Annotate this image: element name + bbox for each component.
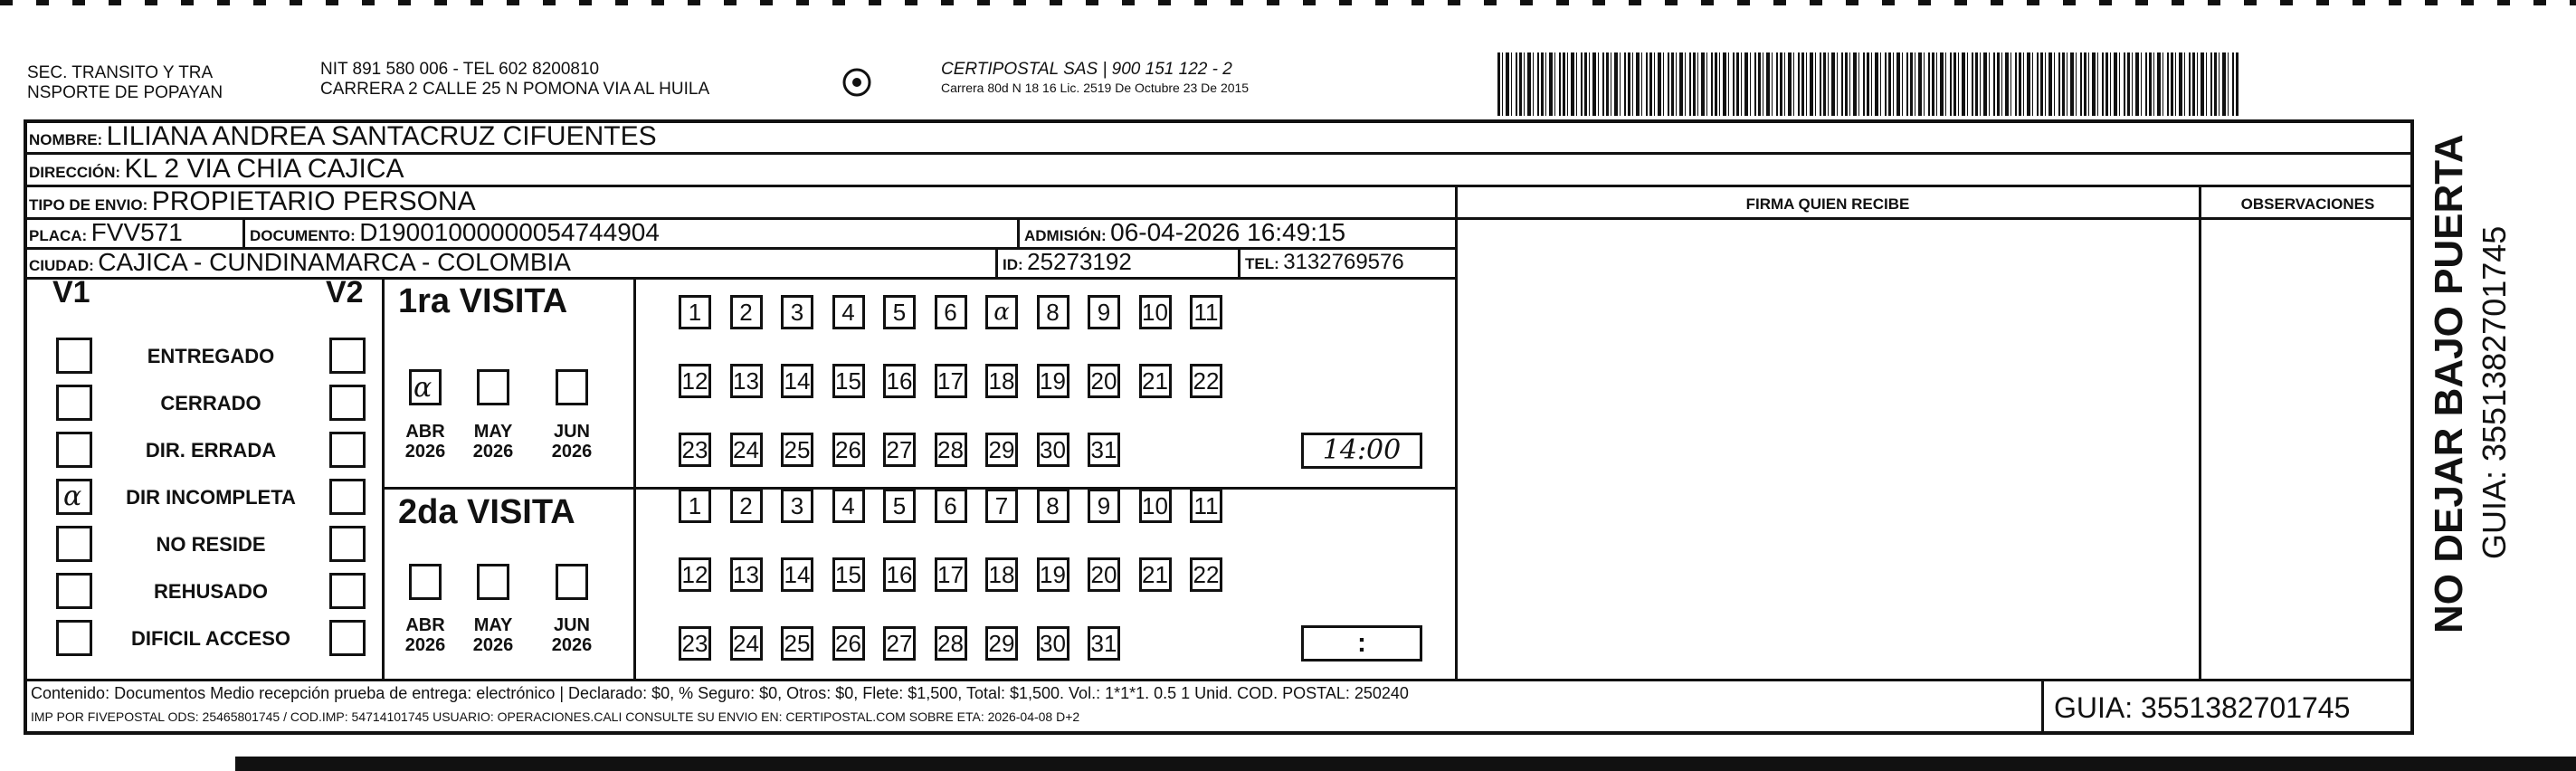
status-label: DIR. ERRADA bbox=[145, 439, 277, 462]
v1-checkbox[interactable] bbox=[56, 432, 92, 468]
tel-cell bbox=[1245, 250, 1404, 275]
visit1-time-box[interactable]: 14:00 bbox=[1301, 433, 1422, 469]
tel-label: TEL: bbox=[1245, 255, 1279, 272]
sender-line1: SEC. TRANSITO Y TRA bbox=[27, 63, 214, 82]
day-box[interactable]: 25 bbox=[781, 433, 813, 467]
month-checkbox[interactable] bbox=[477, 564, 509, 600]
day-box[interactable]: 5 bbox=[883, 489, 916, 523]
day-box[interactable]: 18 bbox=[985, 557, 1018, 592]
v2-checkbox[interactable] bbox=[329, 338, 366, 374]
day-box[interactable]: 20 bbox=[1088, 364, 1120, 398]
sender-line2: NSPORTE DE POPAYAN bbox=[27, 83, 223, 102]
visit-divider bbox=[382, 277, 385, 679]
day-box[interactable]: 23 bbox=[679, 626, 711, 661]
v1-checkbox[interactable] bbox=[56, 620, 92, 656]
row-divider bbox=[24, 277, 1458, 280]
documento-label: DOCUMENTO: bbox=[250, 227, 356, 244]
placa-value: FVV571 bbox=[90, 218, 183, 246]
nombre-value: LILIANA ANDREA SANTACRUZ CIFUENTES bbox=[106, 121, 657, 151]
id-label: ID: bbox=[1003, 256, 1023, 273]
day-box[interactable]: 31 bbox=[1088, 626, 1120, 661]
day-box[interactable]: 6 bbox=[935, 295, 967, 329]
check-mark: α bbox=[63, 481, 82, 512]
tipo-row bbox=[29, 186, 476, 217]
day-box[interactable]: 31 bbox=[1088, 433, 1120, 467]
day-box[interactable]: 15 bbox=[832, 364, 865, 398]
day-box[interactable]: 4 bbox=[832, 489, 865, 523]
month-name: JUN bbox=[553, 615, 590, 635]
month-checkbox[interactable] bbox=[556, 369, 588, 405]
day-box[interactable]: 28 bbox=[935, 433, 967, 467]
day-box[interactable]: 22 bbox=[1190, 364, 1222, 398]
visit2-time-box[interactable]: : bbox=[1301, 625, 1422, 662]
month-label bbox=[545, 615, 599, 655]
month-name: MAY bbox=[473, 615, 513, 635]
day-box[interactable]: 23 bbox=[679, 433, 711, 467]
ciudad-cell bbox=[29, 248, 571, 277]
day-box[interactable]: 8 bbox=[1037, 295, 1069, 329]
footer-divider bbox=[24, 679, 2414, 681]
day-box[interactable]: 10 bbox=[1139, 295, 1172, 329]
documento-cell bbox=[250, 218, 660, 247]
month-name: MAY bbox=[473, 422, 513, 442]
id-value: 25273192 bbox=[1027, 248, 1132, 275]
day-box[interactable]: 17 bbox=[935, 364, 967, 398]
day-box[interactable]: α bbox=[985, 295, 1018, 329]
day-box[interactable]: 10 bbox=[1139, 489, 1172, 523]
footer-line2: IMP POR FIVEPOSTAL ODS: 25465801745 / COD.IMP: 54714101745 USUARIO: OPERACIONES.CALI CONSULTE SU ENVIO EN: CERTIPOSTAL.COM SOBRE ETA: 2026-04-08 D+2 bbox=[31, 709, 1080, 724]
status-label: ENTREGADO bbox=[147, 345, 275, 367]
day-box[interactable]: 16 bbox=[883, 364, 916, 398]
month-label bbox=[398, 422, 452, 462]
cell-divider bbox=[242, 217, 245, 247]
month-checkbox[interactable] bbox=[477, 369, 509, 405]
tipo-label: TIPO DE ENVIO: bbox=[29, 196, 148, 214]
v2-checkbox[interactable] bbox=[329, 432, 366, 468]
status-label: NO RESIDE bbox=[156, 533, 266, 556]
month-checkbox[interactable] bbox=[556, 564, 588, 600]
day-box[interactable]: 25 bbox=[781, 626, 813, 661]
ciudad-value: CAJICA - CUNDINAMARCA - COLOMBIA bbox=[98, 248, 571, 276]
day-box[interactable]: 12 bbox=[679, 364, 711, 398]
column-divider bbox=[1455, 185, 1458, 679]
tipo-value: PROPIETARIO PERSONA bbox=[151, 186, 476, 216]
day-box[interactable]: 28 bbox=[935, 626, 967, 661]
day-box[interactable]: 6 bbox=[935, 489, 967, 523]
month-year: 2026 bbox=[551, 442, 593, 462]
v1-checkbox[interactable] bbox=[56, 338, 92, 374]
day-box[interactable]: 1 bbox=[679, 295, 711, 329]
month-checkbox[interactable] bbox=[409, 369, 442, 405]
month-year: 2026 bbox=[472, 635, 514, 655]
observaciones-header: OBSERVACIONES bbox=[2240, 195, 2375, 213]
placa-label: PLACA: bbox=[29, 227, 88, 244]
month-name: ABR bbox=[405, 615, 445, 635]
admision-label: ADMISIÓN: bbox=[1024, 227, 1107, 244]
month-year: 2026 bbox=[551, 635, 593, 655]
day-box[interactable]: 24 bbox=[730, 433, 763, 467]
carrier-line1: CERTIPOSTAL SAS | 900 151 122 - 2 bbox=[941, 60, 1232, 79]
admision-cell bbox=[1024, 218, 1345, 247]
day-box[interactable]: 4 bbox=[832, 295, 865, 329]
v2-checkbox[interactable] bbox=[329, 385, 366, 421]
side-warning: NO DEJAR BAJO PUERTA bbox=[2427, 134, 2471, 633]
nit-block bbox=[320, 60, 709, 100]
day-box[interactable]: 1 bbox=[679, 489, 711, 523]
tel-value: 3132769576 bbox=[1283, 250, 1404, 274]
day-box[interactable]: 19 bbox=[1037, 557, 1069, 592]
status-label: REHUSADO bbox=[154, 580, 268, 603]
firma-header: FIRMA QUIEN RECIBE bbox=[1745, 195, 1910, 213]
day-box[interactable]: 3 bbox=[781, 489, 813, 523]
cell-divider bbox=[995, 247, 998, 277]
v1-checkbox[interactable] bbox=[56, 479, 92, 515]
postal-logo-icon bbox=[841, 67, 872, 98]
status-label: DIR INCOMPLETA bbox=[126, 486, 296, 509]
day-box[interactable]: 16 bbox=[883, 557, 916, 592]
day-box[interactable]: 24 bbox=[730, 626, 763, 661]
status-label: CERRADO bbox=[160, 392, 261, 414]
month-year: 2026 bbox=[404, 442, 446, 462]
day-box[interactable]: 27 bbox=[883, 433, 916, 467]
day-box[interactable]: 29 bbox=[985, 433, 1018, 467]
v1-checkbox[interactable] bbox=[56, 573, 92, 609]
footer-guia: GUIA: 3551382701745 bbox=[2054, 691, 2351, 724]
day-box[interactable]: 2 bbox=[730, 489, 763, 523]
day-box[interactable]: 5 bbox=[883, 295, 916, 329]
month-label bbox=[545, 422, 599, 462]
column-header-line bbox=[1457, 217, 2414, 220]
bottom-strip bbox=[235, 757, 2576, 771]
day-box[interactable]: 15 bbox=[832, 557, 865, 592]
day-box[interactable]: 13 bbox=[730, 364, 763, 398]
day-box[interactable]: 12 bbox=[679, 557, 711, 592]
day-box[interactable]: 9 bbox=[1088, 295, 1120, 329]
v1-checkbox[interactable] bbox=[56, 385, 92, 421]
address-line: CARRERA 2 CALLE 25 N POMONA VIA AL HUILA bbox=[320, 80, 710, 99]
day-box[interactable]: 11 bbox=[1190, 295, 1222, 329]
footer-divider bbox=[2041, 679, 2044, 735]
day-box[interactable]: 11 bbox=[1190, 489, 1222, 523]
footer-line1: Contenido: Documentos Medio recepción prueba de entrega: electrónico | Declarado: $0, % Seguro: $0, Otros: $0, Flete: $1,500, Total: $1,500. Vol.: 1*1*1. 0.5 1 Unid. COD. POSTAL: 250240 bbox=[31, 684, 1409, 702]
month-name: JUN bbox=[553, 422, 590, 442]
day-box[interactable]: 13 bbox=[730, 557, 763, 592]
nombre-row bbox=[29, 121, 657, 152]
top-perforation bbox=[0, 0, 2576, 5]
day-box[interactable]: 29 bbox=[985, 626, 1018, 661]
day-box[interactable]: 14 bbox=[781, 557, 813, 592]
month-name: ABR bbox=[405, 422, 445, 442]
nit-line: NIT 891 580 006 - TEL 602 8200810 bbox=[320, 60, 600, 79]
nombre-label: NOMBRE: bbox=[29, 131, 103, 148]
visit-divider bbox=[382, 487, 1457, 490]
day-box[interactable]: 17 bbox=[935, 557, 967, 592]
placa-cell bbox=[29, 218, 183, 247]
visit-divider bbox=[633, 277, 636, 679]
month-checkbox[interactable] bbox=[409, 564, 442, 600]
id-cell bbox=[1003, 248, 1132, 276]
day-box[interactable]: 22 bbox=[1190, 557, 1222, 592]
visit1-title: 1ra VISITA bbox=[398, 282, 568, 320]
v2-checkbox[interactable] bbox=[329, 479, 366, 515]
month-label bbox=[398, 615, 452, 655]
day-box[interactable]: 21 bbox=[1139, 557, 1172, 592]
day-box[interactable]: 3 bbox=[781, 295, 813, 329]
check-mark: α bbox=[413, 372, 433, 404]
v2-checkbox[interactable] bbox=[329, 573, 366, 609]
v2-header: V2 bbox=[326, 275, 364, 309]
day-box[interactable]: 19 bbox=[1037, 364, 1069, 398]
day-box[interactable]: 30 bbox=[1037, 433, 1069, 467]
v2-checkbox[interactable] bbox=[329, 526, 366, 562]
day-box[interactable]: 27 bbox=[883, 626, 916, 661]
day-box[interactable]: 20 bbox=[1088, 557, 1120, 592]
sender-block bbox=[27, 63, 223, 103]
month-year: 2026 bbox=[404, 635, 446, 655]
v1-checkbox[interactable] bbox=[56, 526, 92, 562]
v2-checkbox[interactable] bbox=[329, 620, 366, 656]
carrier-line2: Carrera 80d N 18 16 Lic. 2519 De Octubre 23 De 2015 bbox=[941, 81, 1250, 95]
documento-value: D19001000000054744904 bbox=[359, 218, 660, 246]
day-box[interactable]: 8 bbox=[1037, 489, 1069, 523]
side-guia: GUIA: 3551382701745 bbox=[2476, 225, 2513, 559]
direccion-value: KL 2 VIA CHIA CAJICA bbox=[124, 154, 404, 184]
status-label: DIFICIL ACCESO bbox=[130, 627, 290, 650]
visit2-title: 2da VISITA bbox=[398, 493, 575, 531]
day-box[interactable]: 18 bbox=[985, 364, 1018, 398]
v1-header: V1 bbox=[52, 275, 90, 309]
day-box[interactable]: 2 bbox=[730, 295, 763, 329]
day-box[interactable]: 30 bbox=[1037, 626, 1069, 661]
month-label bbox=[466, 615, 520, 655]
day-box[interactable]: 14 bbox=[781, 364, 813, 398]
direccion-label: DIRECCIÓN: bbox=[29, 164, 121, 181]
direccion-row bbox=[29, 154, 404, 185]
cell-divider bbox=[1238, 247, 1240, 277]
day-box[interactable]: 9 bbox=[1088, 489, 1120, 523]
day-box[interactable]: 26 bbox=[832, 626, 865, 661]
carrier-block bbox=[941, 60, 1249, 96]
barcode bbox=[1497, 52, 2239, 116]
cell-divider bbox=[1017, 217, 1020, 247]
ciudad-label: CIUDAD: bbox=[29, 257, 94, 274]
admision-value: 06-04-2026 16:49:15 bbox=[1110, 218, 1346, 246]
day-box[interactable]: 21 bbox=[1139, 364, 1172, 398]
column-divider bbox=[2199, 185, 2201, 679]
month-label bbox=[466, 422, 520, 462]
month-year: 2026 bbox=[472, 442, 514, 462]
day-box[interactable]: 7 bbox=[985, 489, 1018, 523]
day-box[interactable]: 26 bbox=[832, 433, 865, 467]
